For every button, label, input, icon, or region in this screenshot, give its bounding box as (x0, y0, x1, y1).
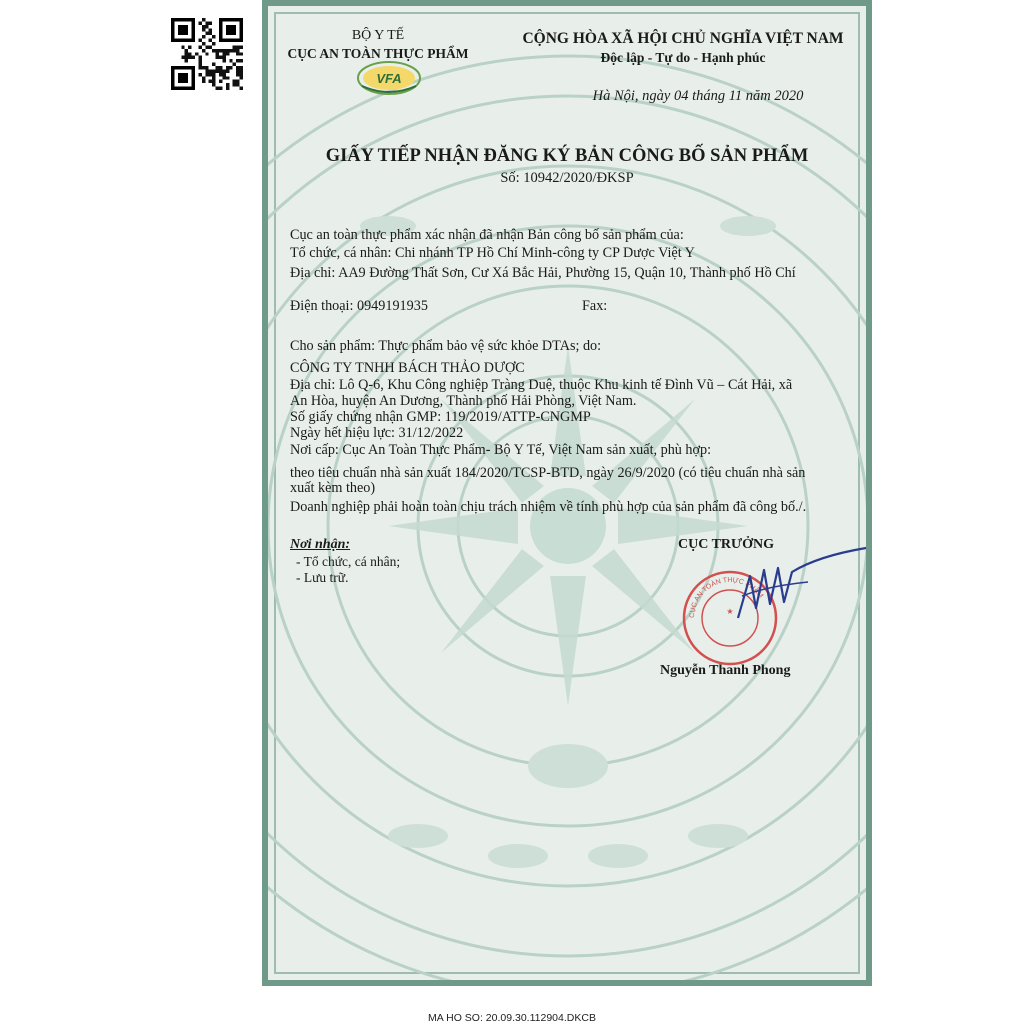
document-title: GIẤY TIẾP NHẬN ĐĂNG KÝ BẢN CÔNG BỐ SẢN PHẨM (325, 146, 809, 166)
body-line-gmp: Số giấy chứng nhận GMP: 119/2019/ATTP-CNGMP (290, 409, 591, 425)
vfa-logo (356, 60, 422, 96)
document-number: Số: 10942/2020/ĐKSP (500, 170, 634, 186)
body-line-phone: Điện thoại: 0949191935 (290, 298, 428, 314)
body-line-manufacturer: CÔNG TY TNHH BÁCH THẢO DƯỢC (290, 360, 525, 376)
handwritten-signature (698, 546, 868, 626)
vfa-logo-text: VFA (376, 71, 402, 86)
record-code-footer: MA HO SO: 20.09.30.112904.DKCB (428, 1012, 596, 1024)
body-line-product: Cho sản phẩm: Thực phẩm bảo vệ sức khỏe DTAs; do: (290, 338, 602, 354)
agency-name: CỤC AN TOÀN THỰC PHẨM (287, 46, 469, 61)
body-line-issuer: Nơi cấp: Cục An Toàn Thực Phẩm- Bộ Y Tế, Việt Nam sản xuất, phù hợp: (290, 442, 712, 458)
recipient-item: - Tổ chức, cá nhân; (296, 554, 401, 569)
body-line-standard-1: theo tiêu chuẩn nhà sản xuất 184/2020/TCSP-BTD, ngày 26/9/2020 (có tiêu chuẩn nhà sản (290, 465, 806, 481)
republic-name: CỘNG HÒA XÃ HỘI CHỦ NGHĨA VIỆT NAM (522, 30, 844, 47)
recipient-item: - Lưu trữ. (296, 570, 349, 585)
national-motto: Độc lập - Tự do - Hạnh phúc (600, 50, 766, 65)
body-line-intro: Cục an toàn thực phẩm xác nhận đã nhận Bản công bố sản phẩm của: (290, 227, 684, 243)
body-line-standard-2: xuất kèm theo) (290, 480, 376, 496)
recipients-heading: Nơi nhận: (290, 537, 351, 552)
signer-name: Nguyễn Thanh Phong (660, 663, 791, 678)
body-line-expiry: Ngày hết hiệu lực: 31/12/2022 (290, 425, 464, 441)
body-line-manufacturer-address-1: Địa chỉ: Lô Q-6, Khu Công nghiệp Tràng Duệ, thuộc Khu kinh tế Đình Vũ – Cát Hải, xã (290, 377, 793, 393)
signer-title: CỤC TRƯỞNG (678, 537, 775, 552)
body-line-organization: Tổ chức, cá nhân: Chi nhánh TP Hồ Chí Minh-công ty CP Dược Việt Y (290, 245, 695, 261)
seal-star: ★ (726, 607, 734, 616)
body-line-fax: Fax: (582, 298, 608, 314)
body-line-manufacturer-address-2: An Hòa, huyện An Dương, Thành phố Hải Phòng, Việt Nam. (290, 393, 637, 409)
body-line-responsibility: Doanh nghiệp phải hoàn toàn chịu trách nhiệm về tính phù hợp của sản phẩm đã công bố./. (290, 499, 807, 515)
qr-code (168, 18, 246, 90)
certificate-frame (262, 0, 872, 986)
body-line-address: Địa chỉ: AA9 Đường Thất Sơn, Cư Xá Bắc Hải, Phường 15, Quận 10, Thành phố Hồ Chí (290, 265, 796, 281)
seal-ring-text: CỤC AN TOÀN THỰC PHẨM (688, 576, 765, 619)
ministry-name: BỘ Y TẾ (351, 28, 405, 43)
issue-date: Hà Nội, ngày 04 tháng 11 năm 2020 (592, 88, 804, 104)
